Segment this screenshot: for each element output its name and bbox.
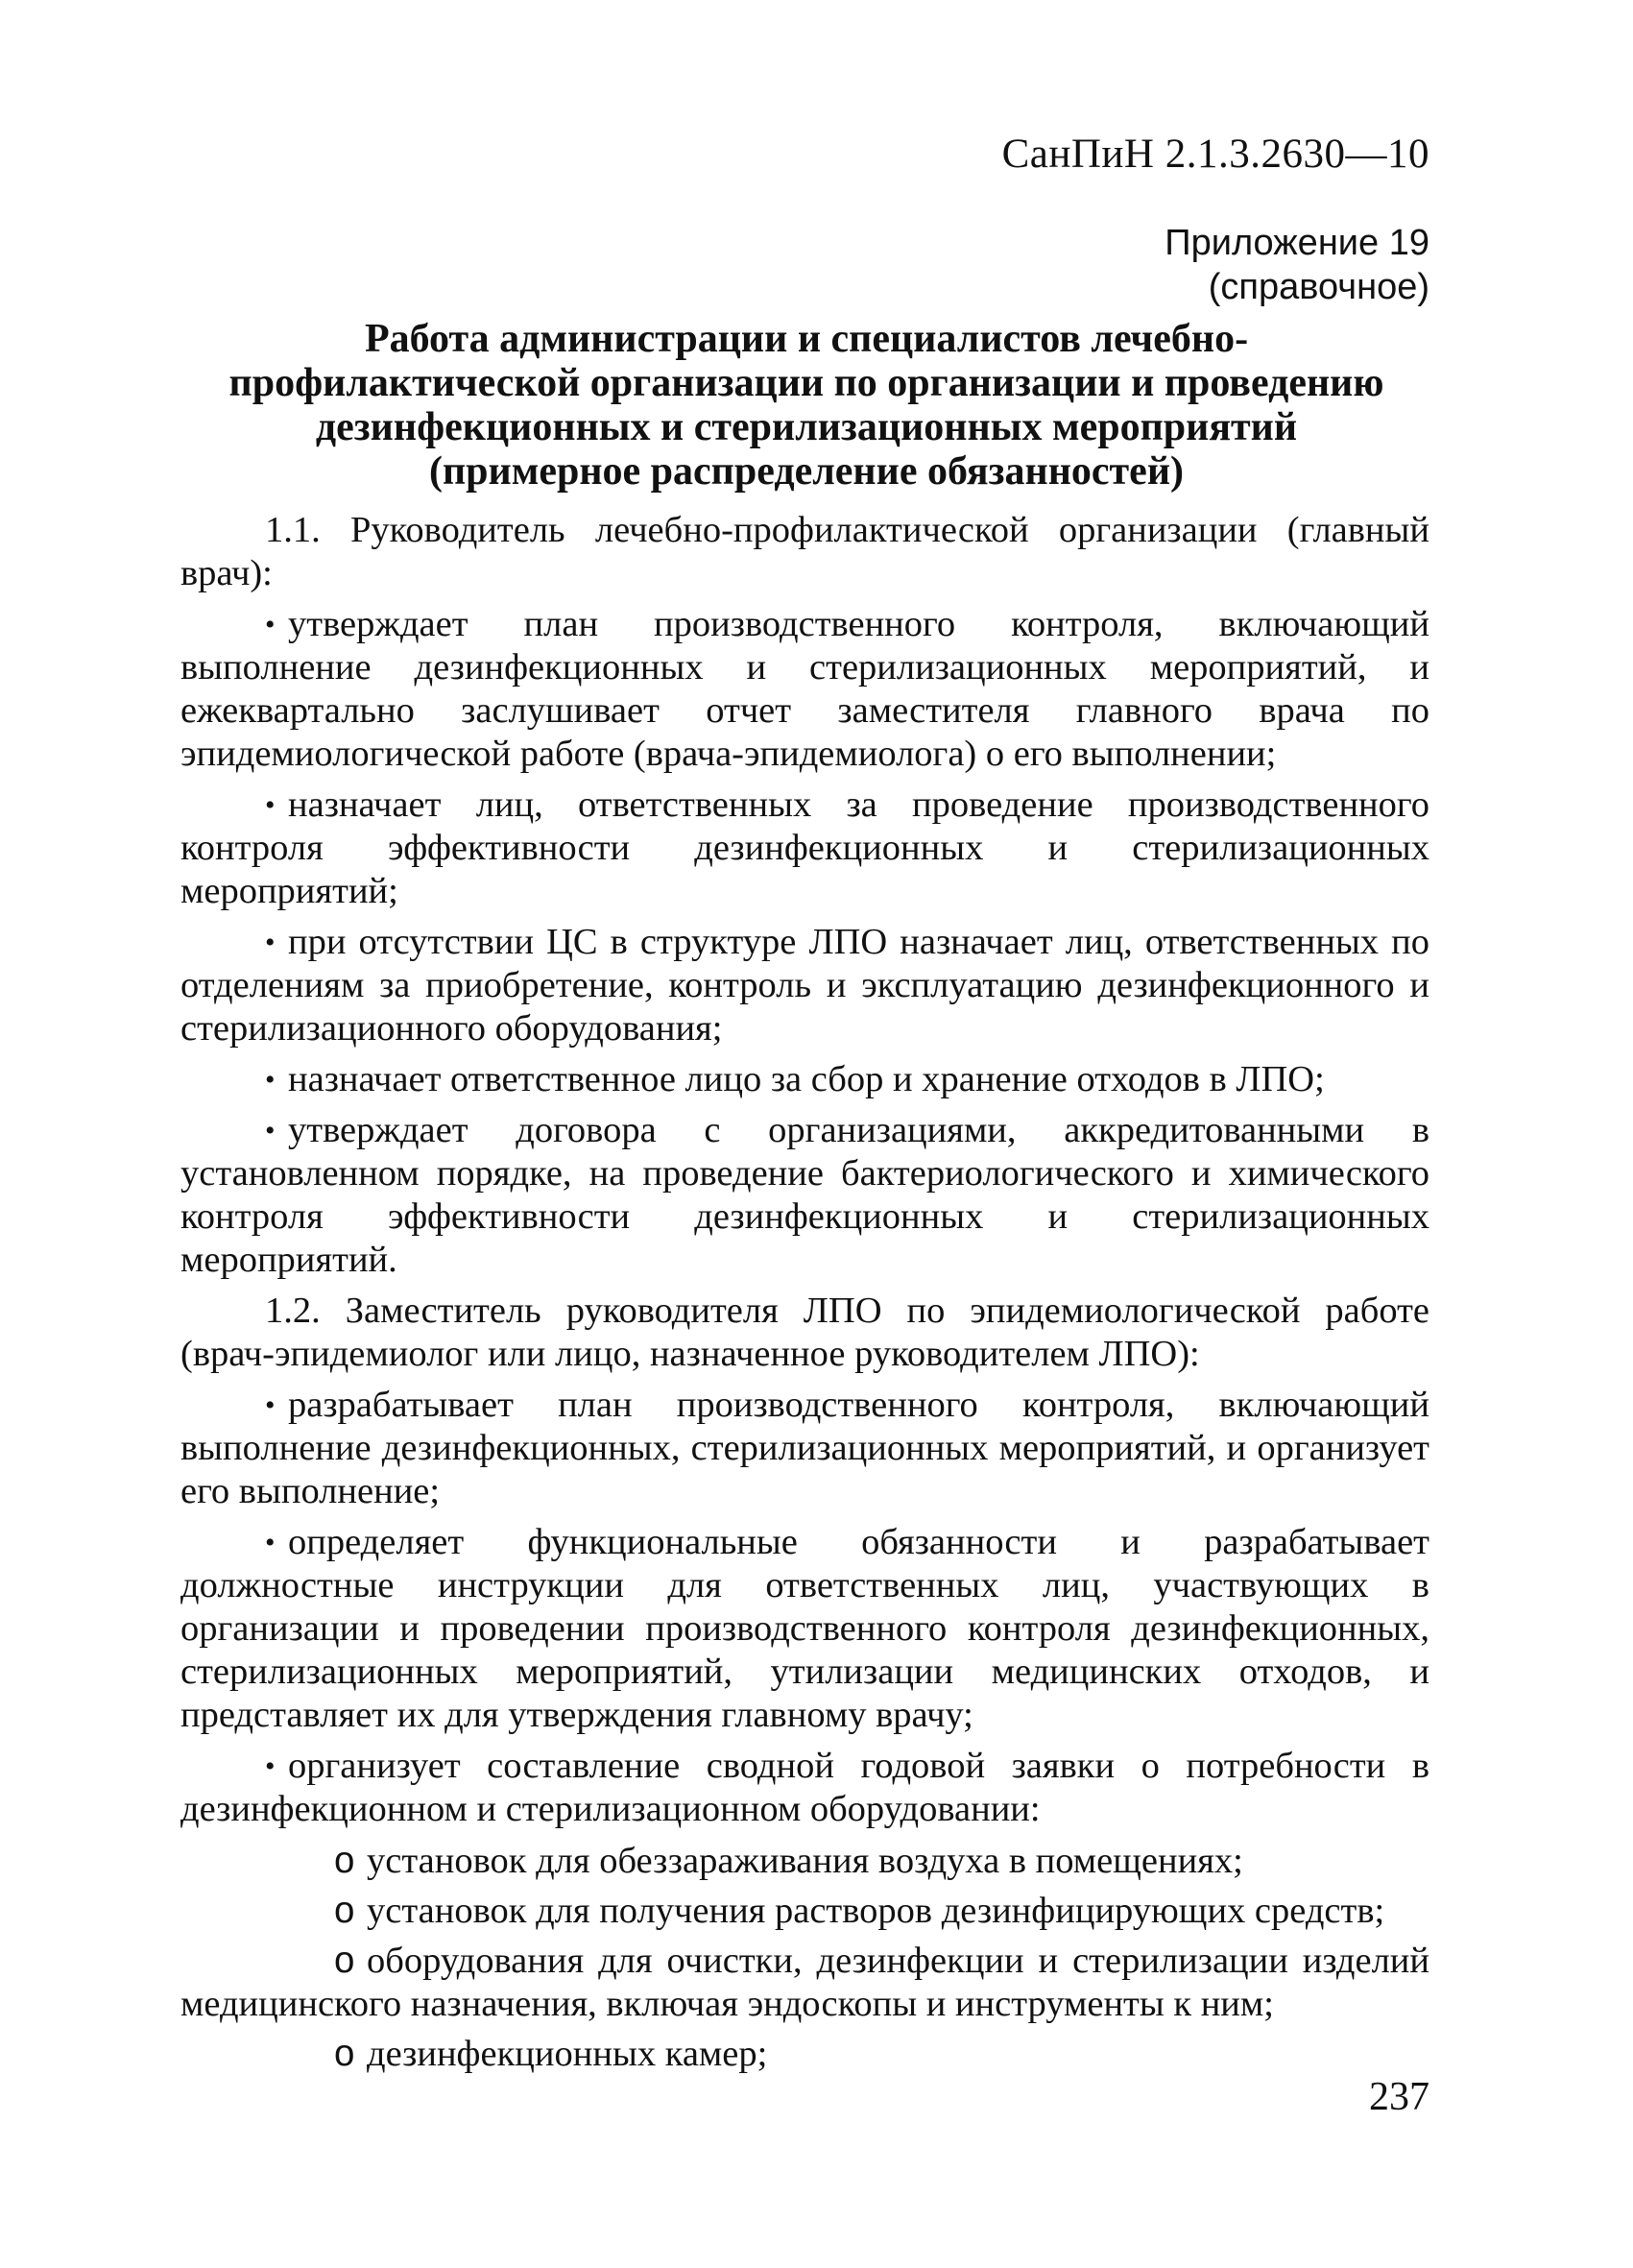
- document-code: СанПиН 2.1.3.2630—10: [1001, 132, 1429, 177]
- document-title: [182, 317, 1430, 494]
- sub-list-item: [180, 2032, 1429, 2076]
- list-item: [180, 1745, 1429, 1831]
- title-line: Работа администрации и специалистов лечебно-: [364, 317, 1249, 361]
- list-item: [180, 1384, 1429, 1513]
- sub-list-item: [180, 1939, 1429, 2026]
- title-line: (примерное распределение обязанностей): [428, 449, 1185, 494]
- sub-list-item-text: установок для обеззараживания воздуха в помещениях;: [367, 1841, 1243, 1881]
- list-item: [180, 1058, 1429, 1101]
- list-item: [180, 921, 1429, 1050]
- sub-list-item-text: оборудования для очистки, дезинфекции и стерилизации изделий медицинского назначения, включая эндоскопы и инструменты к ним;: [180, 1941, 1429, 2024]
- list-item-text: назначает ответственное лицо за сбор и хранение отходов в ЛПО;: [288, 1059, 1325, 1099]
- document-body: [180, 509, 1429, 2082]
- appendix-block: [1165, 221, 1429, 309]
- appendix-label: Приложение 19: [1165, 223, 1429, 263]
- bullet-icon: •: [265, 1064, 276, 1096]
- list-item: [180, 1521, 1429, 1737]
- circle-bullet-icon: o: [334, 1940, 355, 1981]
- list-item-text: утверждает план производственного контроля, включающий выполнение дезинфекционных и стерилизационных мероприятий, и ежеквартально заслушивает отчет заместителя главного врача по эпидемиологической работе (врача-эпидемиолога) о его выполнении;: [180, 604, 1429, 774]
- bullet-icon: •: [265, 609, 276, 640]
- bullet-icon: •: [265, 789, 276, 821]
- list-item-text: утверждает договора с организациями, аккредитованными в установленном порядке, на проведение бактериологического и химического контроля эффективности дезинфекционных и стерилизационных мероприятий.: [180, 1110, 1429, 1280]
- bullet-icon: •: [265, 1115, 276, 1146]
- sub-list-item: [180, 1839, 1429, 1883]
- circle-bullet-icon: o: [334, 1840, 355, 1881]
- section-1-1-intro: 1.1. Руководитель лечебно-профилактической организации (главный врач):: [180, 510, 1429, 593]
- list-item-text: определяет функциональные обязанности и разрабатывает должностные инструкции для ответственных лиц, участвующих в организации и проведении производственного контроля дезинфекционных, стерилизационных мероприятий, утилизации медицинских отходов, и представляет их для утверждения главному врачу;: [180, 1522, 1429, 1735]
- page-number: 237: [1369, 2075, 1429, 2119]
- list-item-text: назначает лиц, ответственных за проведение производственного контроля эффективности дезинфекционных и стерилизационных мероприятий;: [180, 784, 1429, 911]
- bullet-icon: •: [265, 927, 276, 958]
- sub-list-item: [180, 1889, 1429, 1933]
- appendix-type: (справочное): [1208, 267, 1429, 307]
- sub-list-item-text: дезинфекционных камер;: [367, 2034, 768, 2074]
- list-item: [180, 784, 1429, 913]
- list-item-text: организует составление сводной годовой заявки о потребности в дезинфекционном и стерилизационном оборудовании:: [180, 1746, 1429, 1829]
- title-line: дезинфекционных и стерилизационных мероприятий: [315, 405, 1298, 449]
- list-item-text: разрабатывает план производственного контроля, включающий выполнение дезинфекционных, стерилизационных мероприятий, и организует его выполнение;: [180, 1385, 1429, 1511]
- circle-bullet-icon: o: [334, 2033, 355, 2074]
- list-item: [180, 603, 1429, 776]
- title-line: профилактической организации по организации и проведению: [228, 361, 1384, 405]
- bullet-icon: •: [265, 1527, 276, 1558]
- circle-bullet-icon: o: [334, 1890, 355, 1931]
- list-item-text: при отсутствии ЦС в структуре ЛПО назначает лиц, ответственных по отделениям за приобретение, контроль и эксплуатацию дезинфекционного и стерилизационного оборудования;: [180, 922, 1429, 1049]
- list-item: [180, 1109, 1429, 1282]
- bullet-icon: •: [265, 1750, 276, 1782]
- bullet-icon: •: [265, 1389, 276, 1421]
- section-1-2-intro: 1.2. Заместитель руководителя ЛПО по эпидемиологической работе (врач-эпидемиолог или лицо, назначенное руководителем ЛПО):: [180, 1291, 1429, 1374]
- sub-list-item-text: установок для получения растворов дезинфицирующих средств;: [367, 1891, 1385, 1931]
